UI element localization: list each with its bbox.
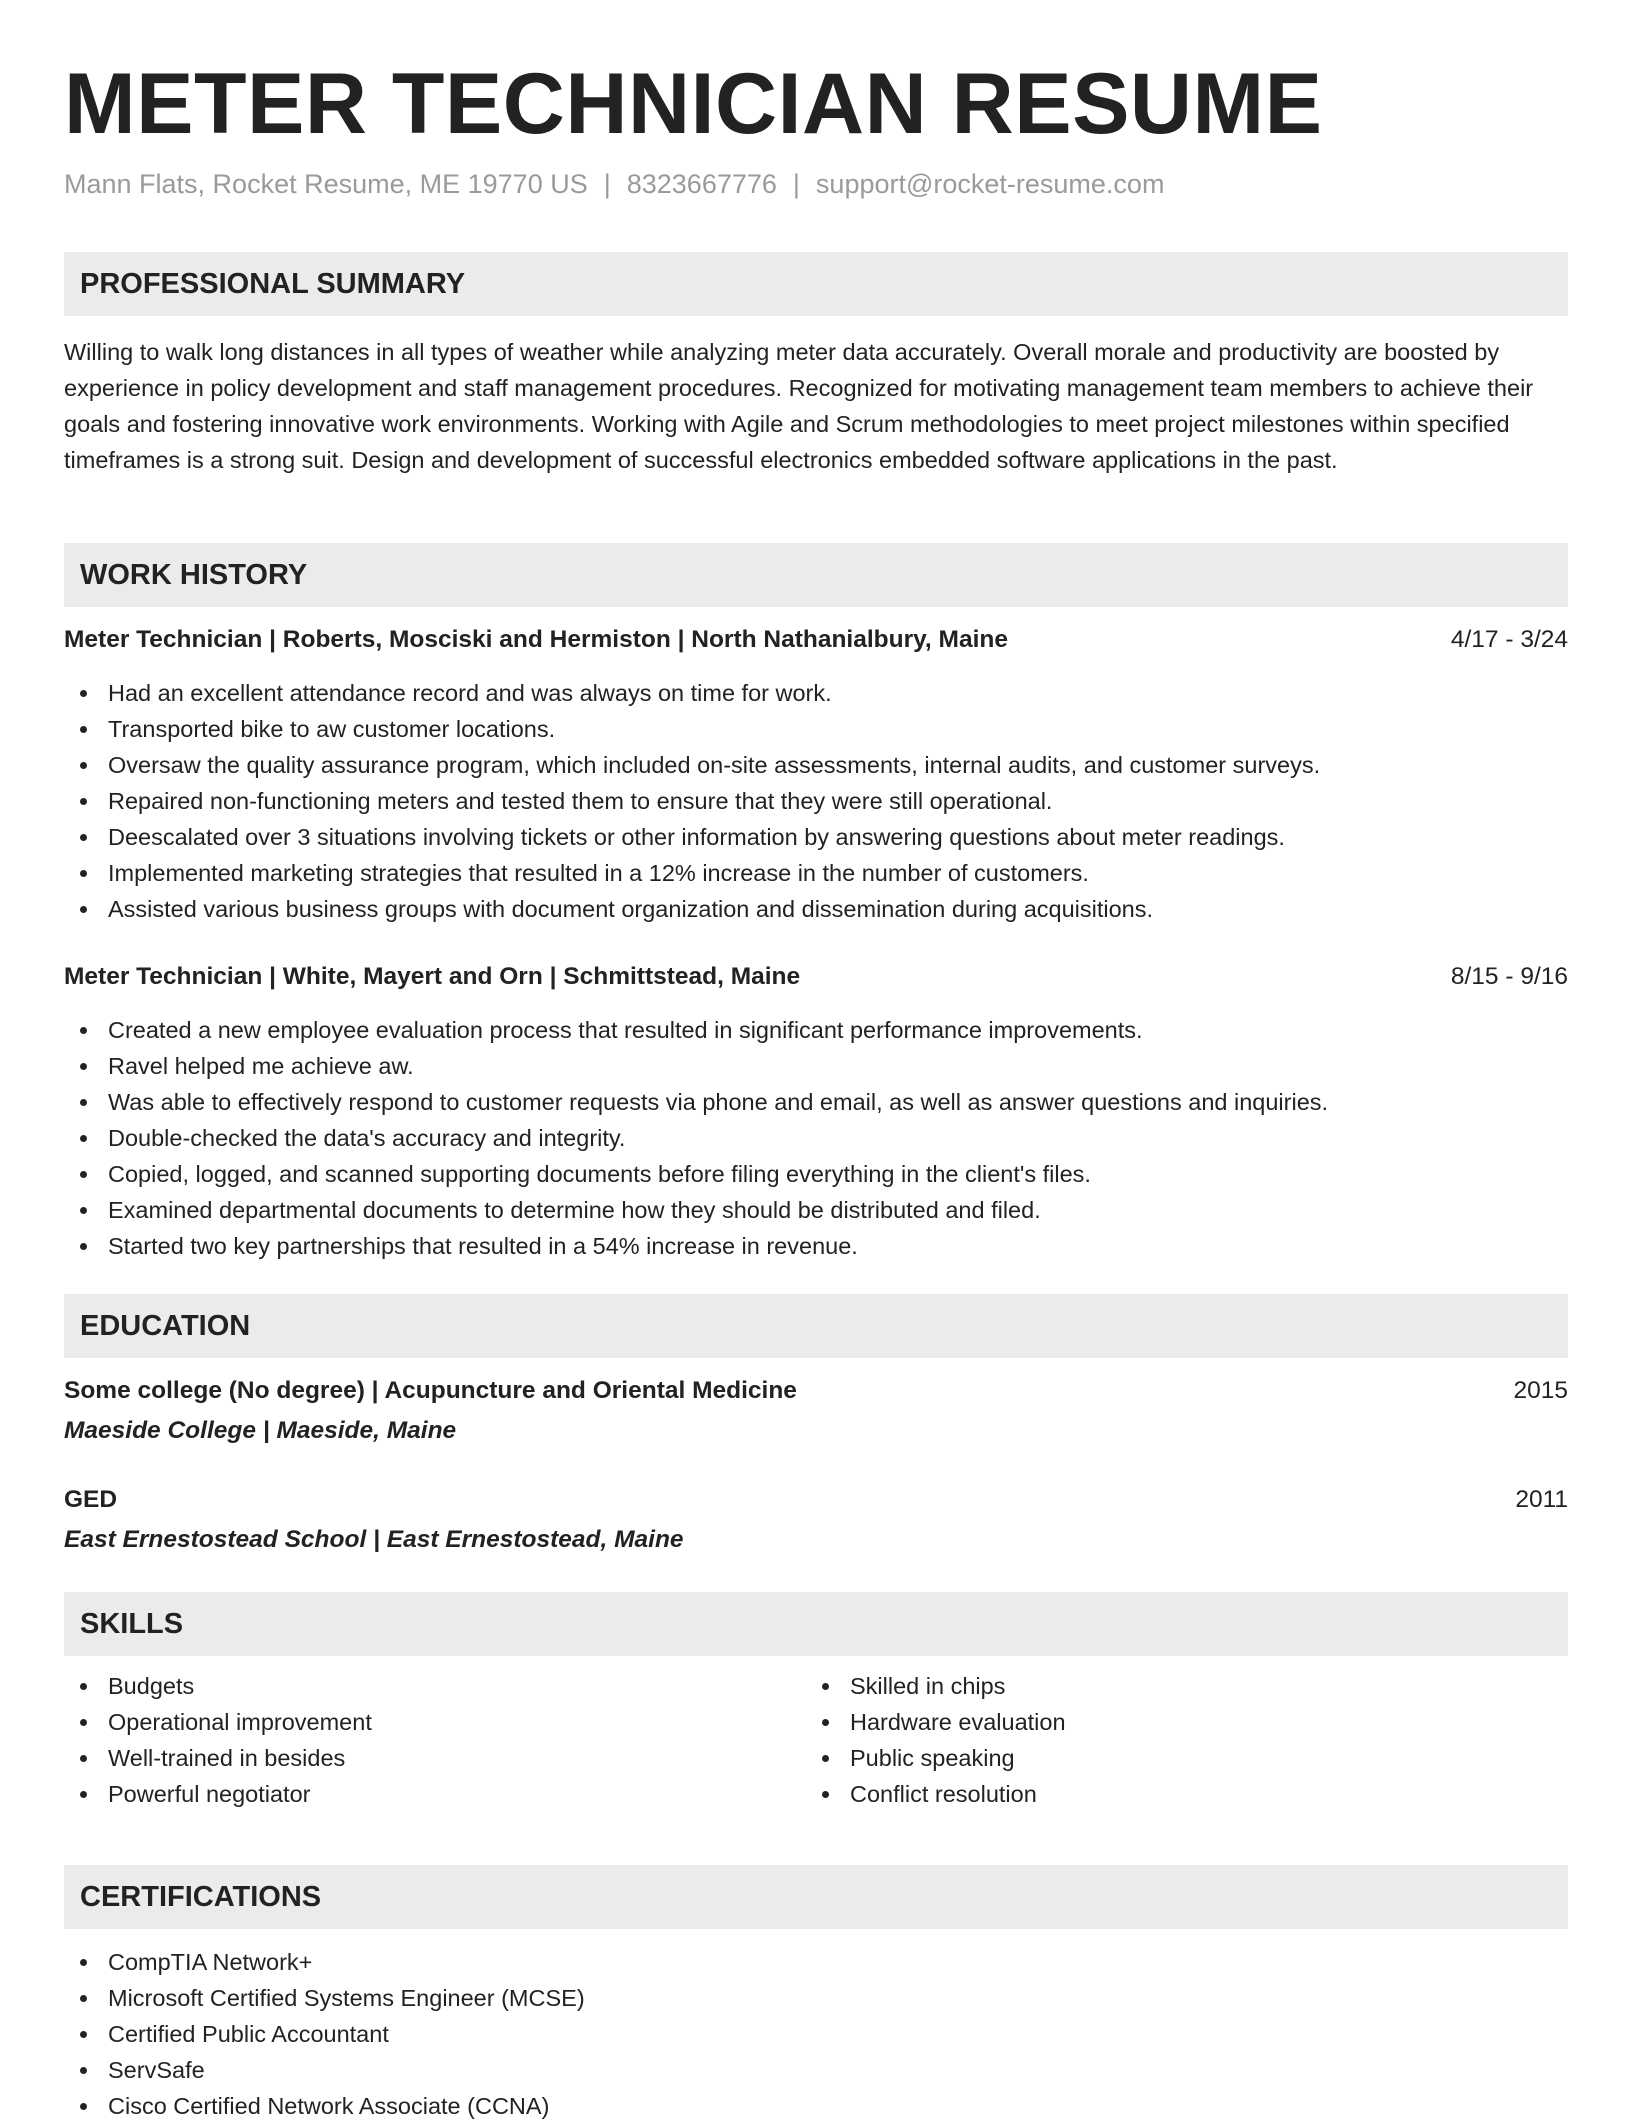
skill-item: Hardware evaluation (806, 1704, 1632, 1740)
education-school: East Ernestostead School | East Ernestostead, Maine (64, 1526, 684, 1553)
certification-item: ServSafe (64, 2052, 1568, 2088)
job-dates: 4/17 - 3/24 (1450, 626, 1568, 653)
section-header-skills: SKILLS (64, 1592, 1568, 1656)
contact-email: support@rocket-resume.com (815, 169, 1165, 199)
section-header-education: EDUCATION (64, 1294, 1568, 1358)
list-item: Implemented marketing strategies that resulted in a 12% increase in the number of customers. (64, 855, 1568, 891)
list-item: Deescalated over 3 situations involving tickets or other information by answering questions about meter readings. (64, 819, 1568, 855)
education-year: 2015 (1513, 1377, 1568, 1404)
skills-list-right (806, 1668, 1632, 1812)
skill-item: Powerful negotiator (64, 1776, 1568, 1812)
skill-item: Budgets (64, 1668, 1568, 1704)
contact-separator: | (792, 169, 800, 199)
list-item: Started two key partnerships that resulted in a 54% increase in revenue. (64, 1228, 1568, 1264)
list-item: Examined departmental documents to determine how they should be distributed and filed. (64, 1192, 1568, 1228)
list-item: Repaired non-functioning meters and tested them to ensure that they were still operational. (64, 783, 1568, 819)
education-school: Maeside College | Maeside, Maine (64, 1417, 457, 1444)
education-degree: GED (64, 1486, 118, 1513)
job-header (64, 959, 1568, 995)
section-header-work-history: WORK HISTORY (64, 543, 1568, 607)
job-dates: 8/15 - 9/16 (1450, 963, 1568, 990)
certifications-list (64, 1944, 1568, 2124)
certification-item: Certified Public Accountant (64, 2016, 1568, 2052)
job-title: Meter Technician | Roberts, Mosciski and Hermiston | North Nathanialbury, Maine (64, 626, 1008, 653)
skill-item: Skilled in chips (806, 1668, 1632, 1704)
contact-separator: | (603, 169, 611, 199)
summary-text: Willing to walk long distances in all types of weather while analyzing meter data accurately. Overall morale and productivity are boosted by experience in policy development and staff management procedures. Recognized for motivating management team members to achieve their goals and fostering innovative work environments. Working with Agile and Scrum methodologies to meet project milestones within specified timeframes is a strong suit. Design and development of successful electronics embedded software applications in the past. (64, 339, 1534, 473)
education-degree: Some college (No degree) | Acupuncture and Oriental Medicine (64, 1377, 797, 1404)
list-item: Transported bike to aw customer locations. (64, 711, 1568, 747)
skill-item: Public speaking (806, 1740, 1632, 1776)
certification-item: CompTIA Network+ (64, 1944, 1568, 1980)
list-item: Oversaw the quality assurance program, which included on-site assessments, internal audits, and customer surveys. (64, 747, 1568, 783)
list-item: Double-checked the data's accuracy and integrity. (64, 1120, 1568, 1156)
job-bullet-list (64, 675, 1568, 927)
contact-address: Mann Flats, Rocket Resume, ME 19770 US (64, 169, 588, 199)
certification-item: Microsoft Certified Systems Engineer (MCSE) (64, 1980, 1568, 2016)
section-header-certifications: CERTIFICATIONS (64, 1865, 1568, 1929)
list-item: Ravel helped me achieve aw. (64, 1048, 1568, 1084)
education-header (64, 1482, 1568, 1518)
list-item: Had an excellent attendance record and was always on time for work. (64, 675, 1568, 711)
skill-item: Operational improvement (64, 1704, 1568, 1740)
list-item: Was able to effectively respond to customer requests via phone and email, as well as answer questions and inquiries. (64, 1084, 1568, 1120)
education-year: 2011 (1515, 1486, 1568, 1513)
contact-line (64, 164, 1164, 204)
job-bullet-list (64, 1012, 1568, 1264)
job-header (64, 622, 1568, 658)
list-item: Assisted various business groups with document organization and dissemination during acquisitions. (64, 891, 1568, 927)
section-header-summary: PROFESSIONAL SUMMARY (64, 252, 1568, 316)
skill-item: Well-trained in besides (64, 1740, 1568, 1776)
list-item: Copied, logged, and scanned supporting documents before filing everything in the client's files. (64, 1156, 1568, 1192)
skill-item: Conflict resolution (806, 1776, 1632, 1812)
certification-item: Cisco Certified Network Associate (CCNA) (64, 2088, 1568, 2124)
education-header (64, 1373, 1568, 1409)
resume-title: METER TECHNICIAN RESUME (64, 56, 1323, 152)
job-title: Meter Technician | White, Mayert and Orn | Schmittstead, Maine (64, 963, 801, 990)
list-item: Created a new employee evaluation process that resulted in significant performance improvements. (64, 1012, 1568, 1048)
contact-phone: 8323667776 (626, 169, 777, 199)
